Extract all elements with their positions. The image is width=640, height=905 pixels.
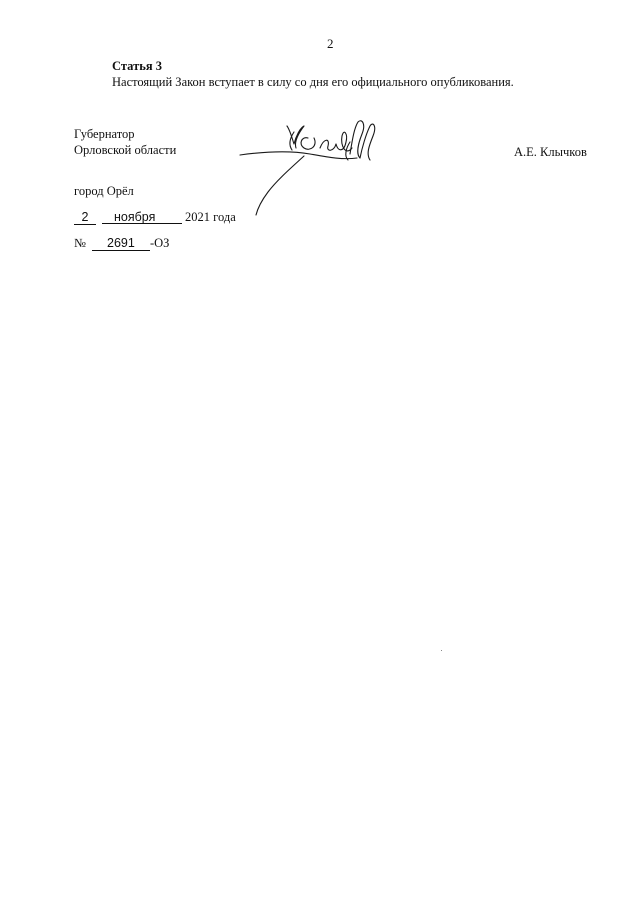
city-name: город Орёл (74, 184, 134, 198)
signer-name: А.Е. Клычков (514, 145, 587, 159)
signer-title-line2: Орловской области (74, 143, 177, 157)
date-year: 2021 года (185, 210, 236, 224)
date-month: ноября (102, 211, 182, 224)
article-text: Настоящий Закон вступает в силу со дня его официального опубликования. (112, 75, 514, 89)
scan-speck (441, 650, 442, 651)
article-heading: Статья 3 (112, 59, 162, 73)
date-line (74, 210, 236, 225)
law-number-suffix: -ОЗ (149, 236, 170, 250)
page-number: 2 (327, 36, 334, 51)
law-number-line (74, 236, 169, 251)
number-sign: № (74, 236, 86, 250)
handwritten-signature (232, 112, 382, 217)
date-day: 2 (74, 211, 96, 225)
signer-title-line1: Губернатор (74, 127, 135, 141)
law-number-value: 2691 (92, 237, 150, 251)
